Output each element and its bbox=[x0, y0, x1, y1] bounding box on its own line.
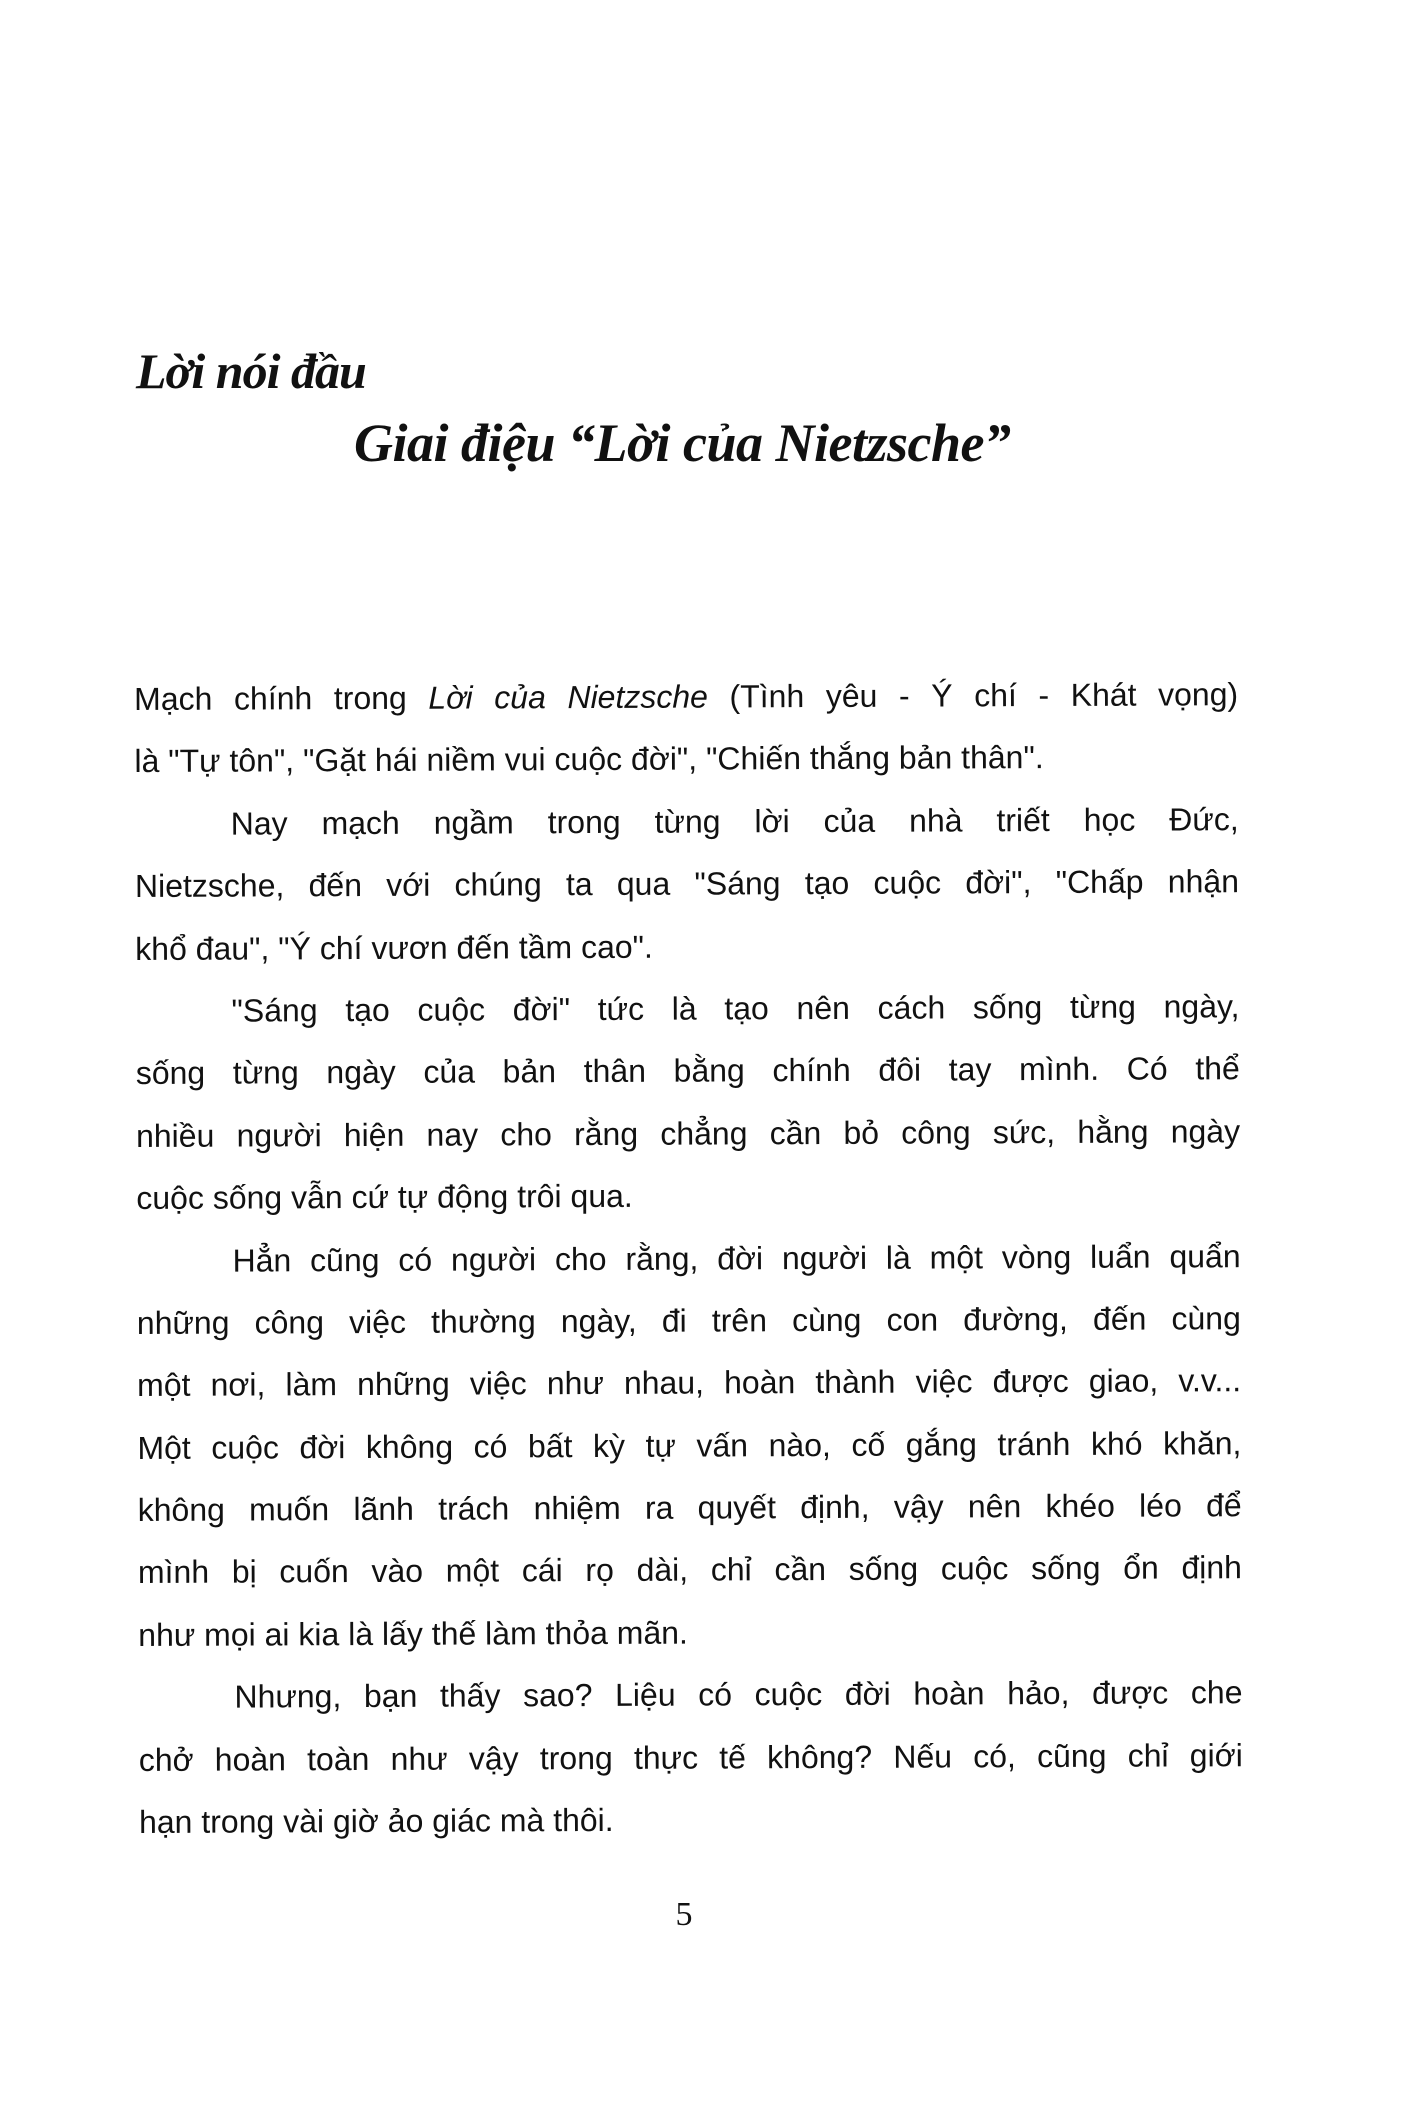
text-line: như mọi ai kia là lấy thế làm thỏa mãn. bbox=[138, 1614, 688, 1653]
body-text bbox=[134, 663, 1243, 1853]
preface-label: Lời nói đầu bbox=[136, 343, 366, 399]
text-line: Hẳn cũng có người cho rằng, đời người là một vòng luẩn quẩn bbox=[232, 1237, 1241, 1279]
book-title-italic: Lời của Nietzsche bbox=[428, 678, 708, 716]
text-line: hạn trong vài giờ ảo giác mà thôi. bbox=[138, 1801, 614, 1841]
text-line: những công việc thường ngày, đi trên cùng con đường, đến cùng bbox=[136, 1300, 1241, 1341]
text-line: không muốn lãnh trách nhiệm ra quyết định, vậy nên khéo léo để bbox=[137, 1487, 1242, 1529]
text-span: (Tình yêu - Ý chí - Khát vọng) bbox=[707, 676, 1239, 715]
text-line: Nay mạch ngầm trong từng lời của nhà triết học Đức, bbox=[230, 800, 1239, 842]
text-line: Một cuộc đời không có bất kỳ tự vấn nào, cố gắng tránh khó khăn, bbox=[137, 1424, 1242, 1466]
text-line: Nhưng, bạn thấy sao? Liệu có cuộc đời hoàn hảo, được che bbox=[234, 1674, 1243, 1715]
text-line: là "Tự tôn", "Gặt hái niềm vui cuộc đời", "Chiến thắng bản thân". bbox=[134, 739, 1044, 780]
page-number: 5 bbox=[675, 1896, 693, 1933]
text-line: "Sáng tạo cuộc đời" tức là tạo nên cách sống từng ngày, bbox=[231, 988, 1240, 1029]
chapter-title: Giai điệu “Lời của Nietzsche” bbox=[354, 413, 1011, 473]
text-line: mình bị cuốn vào một cái rọ dài, chỉ cần sống cuộc sống ổn định bbox=[137, 1549, 1243, 1591]
text-line: Nietzsche, đến với chúng ta qua "Sáng tạo cuộc đời", "Chấp nhận bbox=[134, 863, 1240, 905]
text-line: nhiều người hiện nay cho rằng chẳng cần bỏ công sức, hằng ngày bbox=[135, 1112, 1241, 1154]
text-span: Mạch chính trong bbox=[134, 679, 429, 717]
text-line bbox=[134, 663, 1238, 730]
text-line: sống từng ngày của bản thân bằng chính đôi tay mình. Có thể bbox=[135, 1050, 1240, 1092]
text-line: chở hoàn toàn như vậy trong thực tế không? Nếu có, cũng chỉ giới bbox=[138, 1736, 1243, 1778]
text-line: một nơi, làm những việc như nhau, hoàn thành việc được giao, v.v... bbox=[137, 1362, 1242, 1404]
text-line: cuộc sống vẫn cứ tự động trôi qua. bbox=[136, 1177, 633, 1217]
text-line: khổ đau", "Ý chí vươn đến tầm cao". bbox=[135, 928, 653, 967]
